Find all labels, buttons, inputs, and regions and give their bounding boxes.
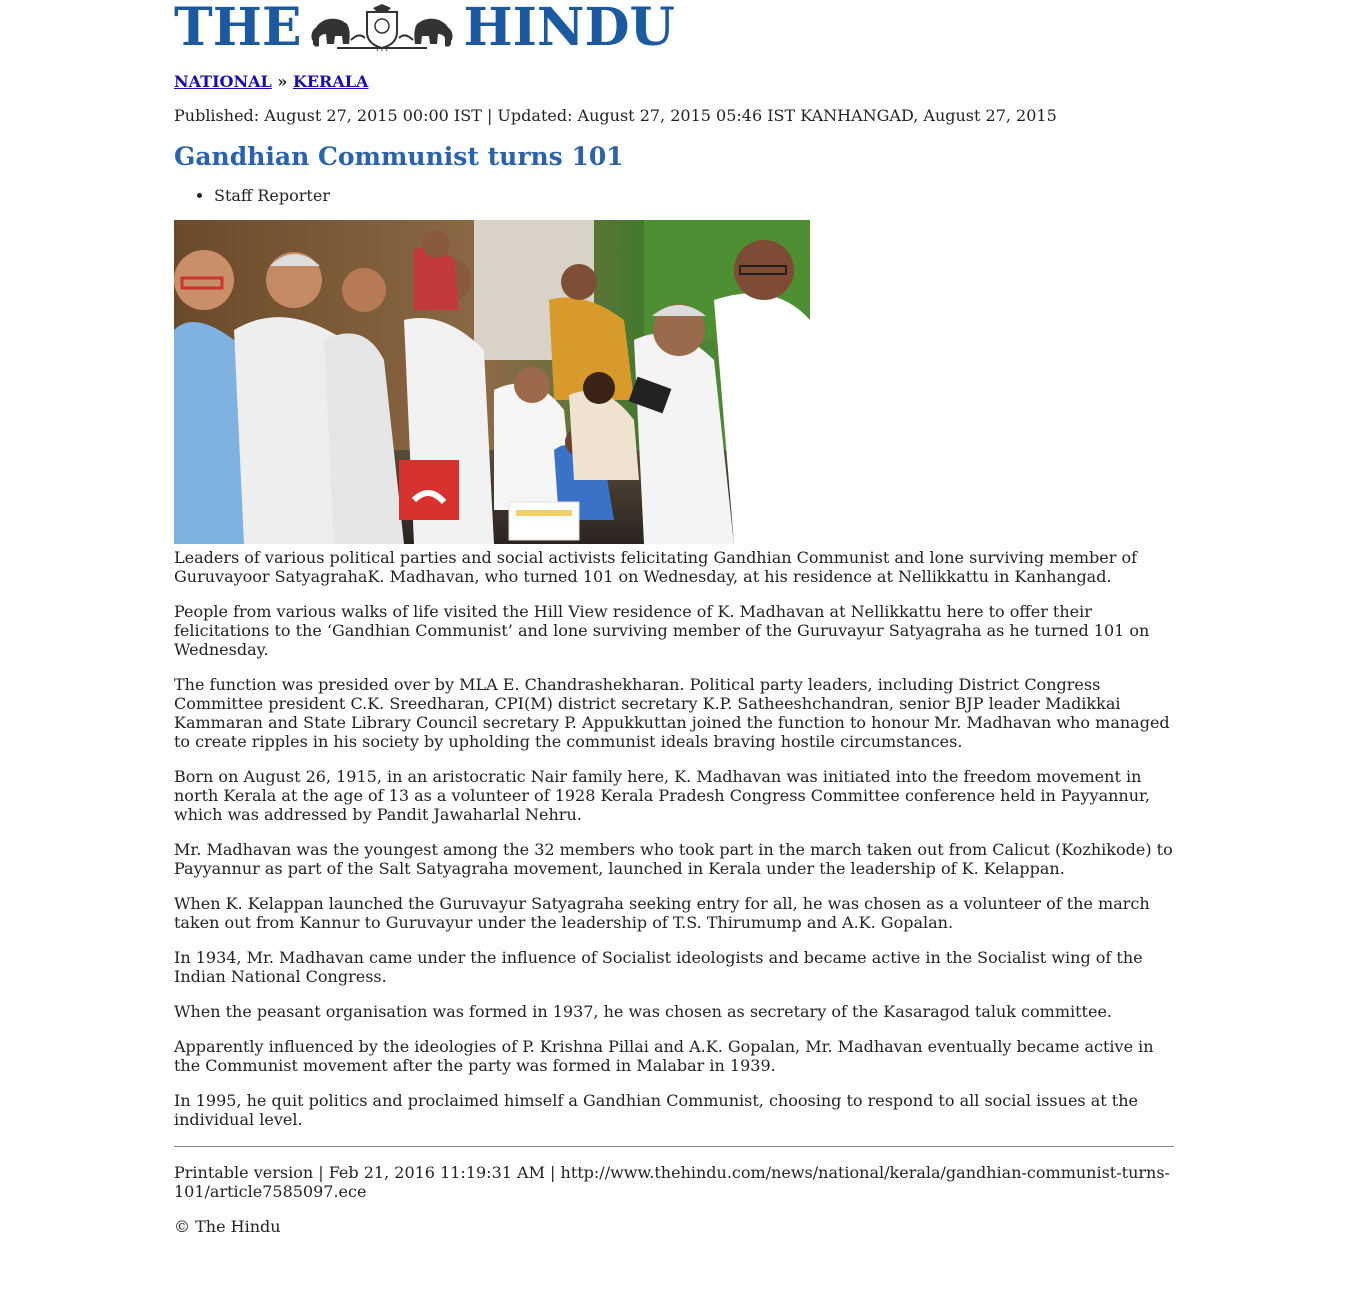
footer-divider [174,1146,1174,1147]
article-paragraph: The function was presided over by MLA E. Chandrashekharan. Political party leaders, including District Congress Committee president C.K. Sreedharan, CPI(M) district secretary K.P. Satheeshchandran, senior BJP leader Madikkai Kammaran and State Library Council secretary P. Appukkuttan joined the function to honour Mr. Madhavan who managed to create ripples in his society by upholding the communist ideals braving hostile circumstances. [174,675,1170,751]
printable-version-line: Printable version | Feb 21, 2016 11:19:31 AM | http://www.thehindu.com/news/national/kerala/gandhian-communist-turns-101/article7585097.ece [174,1163,1170,1201]
author-list [174,185,1174,207]
article-paragraph: When K. Kelappan launched the Guruvayur Satyagraha seeking entry for all, he was chosen as a volunteer of the march taken out from Kannur to Guruvayur under the leadership of T.S. Thirumump and A.K. Gopalan. [174,894,1150,932]
photo-caption: Leaders of various political parties and social activists felicitating Gandhian Communist and lone surviving member of Guruvayoor SatyagrahaK. Madhavan, who turned 101 on Wednesday, at his residence at Nellikkattu in Kanhangad. [174,548,1138,586]
article-paragraph: When the peasant organisation was formed in 1937, he was chosen as secretary of the Kasaragod taluk committee. [174,1002,1112,1021]
masthead[interactable] [174,0,1174,56]
copyright-notice: © The Hindu [174,1217,281,1236]
masthead-hindu: HINDU [463,0,675,58]
article-page [174,0,1174,1236]
breadcrumb-link-kerala[interactable]: KERALA [292,72,369,91]
article-paragraph: In 1995, he quit politics and proclaimed himself a Gandhian Communist, choosing to respond to all social issues at the individual level. [174,1091,1138,1129]
article-paragraph: Mr. Madhavan was the youngest among the 32 members who took part in the march taken out from Calicut (Kozhikode) to Payyannur as part of the Salt Satyagraha movement, launched in Kerala under the leadership of K. Kelappan. [174,840,1173,878]
breadcrumb [174,71,1174,93]
dateline: Published: August 27, 2015 00:00 IST | Updated: August 27, 2015 05:46 IST KANHANGAD, August 27, 2015 [174,106,1057,125]
breadcrumb-separator: » [277,72,288,91]
breadcrumb-link-national[interactable]: NATIONAL [174,72,272,91]
author-item: • Staff Reporter [214,185,1174,207]
article-body [174,602,1174,1129]
article-paragraph: In 1934, Mr. Madhavan came under the influence of Socialist ideologists and became active in the Socialist wing of the Indian National Congress. [174,948,1143,986]
article-paragraph: Apparently influenced by the ideologies of P. Krishna Pillai and A.K. Gopalan, Mr. Madhavan eventually became active in the Communist movement after the party was formed in Malabar in 1939. [174,1037,1154,1075]
hindu-crest-emblem-icon [307,4,457,52]
svg-text:✦ ✦ ✦: ✦ ✦ ✦ [376,47,389,52]
article-paragraph: People from various walks of life visited the Hill View residence of K. Madhavan at Nellikkattu here to offer their felicitations to the ‘Gandhian Communist’ and lone surviving member of the Guruvayur Satyagraha as he turned 101 on Wednesday. [174,602,1150,659]
masthead-the: THE [174,0,302,58]
article-photo [174,220,810,544]
article-paragraph: Born on August 26, 1915, in an aristocratic Nair family here, K. Madhavan was initiated into the freedom movement in north Kerala at the age of 13 as a volunteer of 1928 Kerala Pradesh Congress Committee conference held in Payyannur, which was addressed by Pandit Jawaharlal Nehru. [174,767,1150,824]
article-headline: Gandhian Communist turns 101 [174,142,624,171]
